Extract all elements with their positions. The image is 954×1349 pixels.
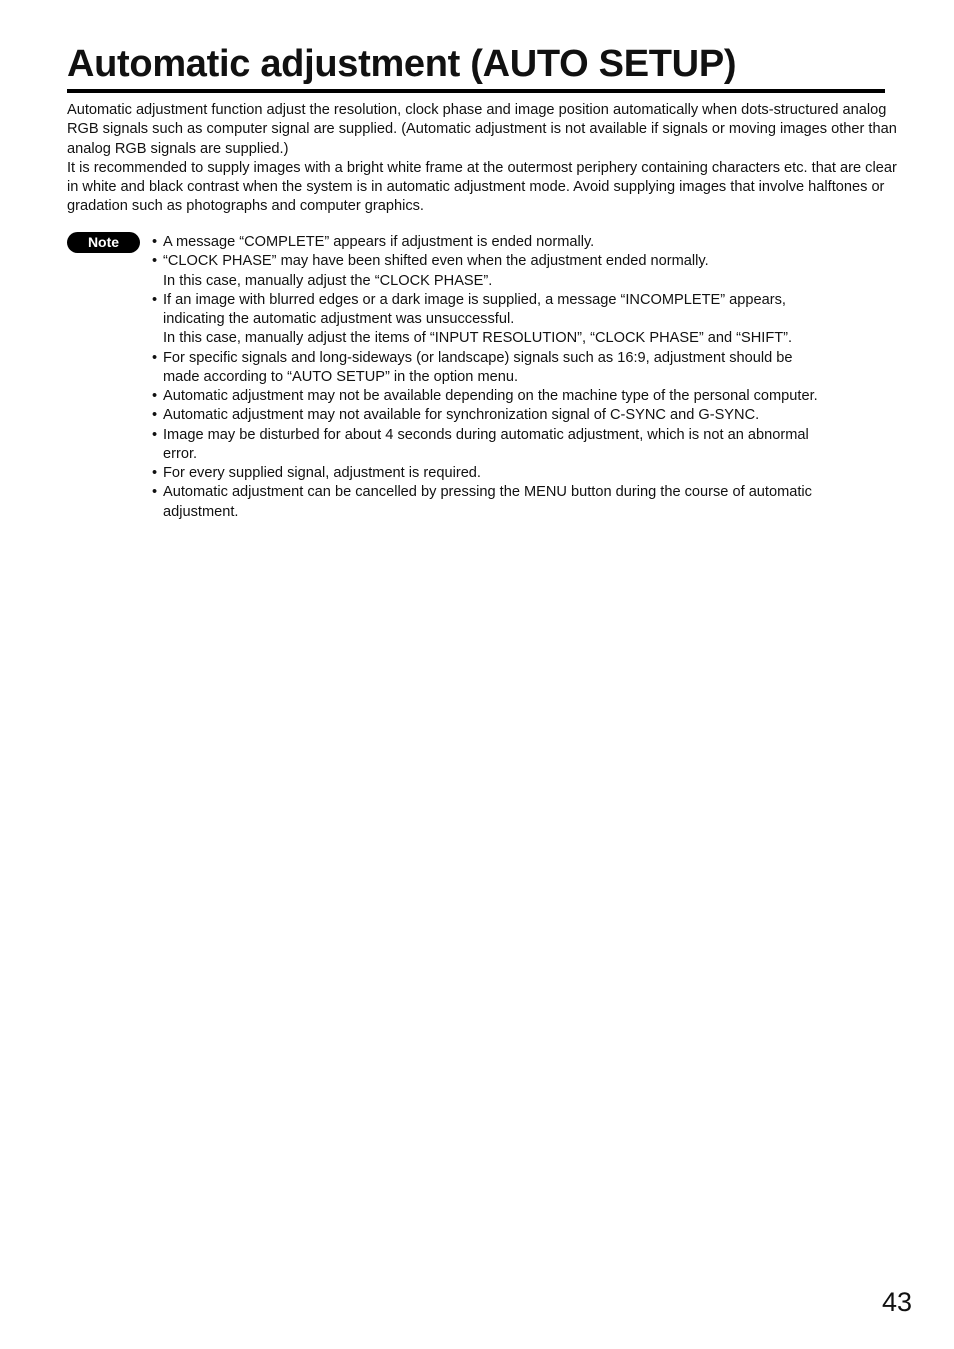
note-list <box>152 233 892 522</box>
note-item <box>152 387 892 406</box>
bullet-symbol: • <box>152 465 158 481</box>
note-item <box>152 406 892 425</box>
note-line: adjustment. <box>163 503 239 520</box>
bullet-symbol: • <box>152 291 158 308</box>
bullet-symbol: • <box>152 484 158 501</box>
note-line: Automatic adjustment may not be available depending on the machine type of the personal computer. <box>163 388 818 404</box>
note-line: error. <box>163 445 198 462</box>
bullet-symbol: • <box>152 388 158 404</box>
bullet-symbol: • <box>152 234 158 250</box>
note-line: In this case, manually adjust the items of “INPUT RESOLUTION”, “CLOCK PHASE” and “SHIFT”. <box>163 330 793 347</box>
note-item <box>152 426 892 465</box>
intro-paragraph: Automatic adjustment function adjust the resolution, clock phase and image position automatically when dots-structured analog RGB signals such as computer signal are supplied. (Automatic adjustment is not available if signals or moving images other than analog RGB signals are supplied.) <box>67 102 897 157</box>
page-title: Automatic adjustment (AUTO SETUP) <box>67 40 885 93</box>
note-line: made according to “AUTO SETUP” in the option menu. <box>163 368 519 385</box>
note-line: Image may be disturbed for about 4 seconds during automatic adjustment, which is not an abnormal <box>163 426 809 443</box>
bullet-symbol: • <box>152 426 158 443</box>
intro-paragraph: It is recommended to supply images with a bright white frame at the outermost periphery containing characters etc. that are clear in white and black contrast when the system is in automatic adjustment mode. Avoid supplying images that involve halftones or gradation such as photographs and computer graphics. <box>67 159 897 215</box>
note-item <box>152 349 892 388</box>
note-line: For specific signals and long-sideways (or landscape) signals such as 16:9, adjustment should be <box>163 349 793 366</box>
note-line: Automatic adjustment can be cancelled by pressing the MENU button during the course of automatic <box>163 484 812 501</box>
page-number: 43 <box>881 1287 912 1317</box>
intro-text <box>67 101 897 217</box>
note-line: “CLOCK PHASE” may have been shifted even when the adjustment ended normally. <box>163 253 709 270</box>
note-line: If an image with blurred edges or a dark image is supplied, a message “INCOMPLETE” appears, <box>163 291 786 308</box>
note-item <box>152 233 892 252</box>
bullet-symbol: • <box>152 407 158 424</box>
note-line: indicating the automatic adjustment was unsuccessful. <box>163 311 515 327</box>
note-badge: Note <box>67 232 140 253</box>
note-item <box>152 464 892 483</box>
note-line: A message “COMPLETE” appears if adjustment is ended normally. <box>163 234 595 250</box>
note-line: In this case, manually adjust the “CLOCK PHASE”. <box>163 272 493 289</box>
note-item <box>152 483 892 522</box>
note-line: For every supplied signal, adjustment is required. <box>163 465 481 481</box>
bullet-symbol: • <box>152 253 158 270</box>
bullet-symbol: • <box>152 349 158 366</box>
note-item <box>152 252 892 291</box>
note-item <box>152 291 892 349</box>
note-line: Automatic adjustment may not available for synchronization signal of C-SYNC and G-SYNC. <box>163 407 760 424</box>
